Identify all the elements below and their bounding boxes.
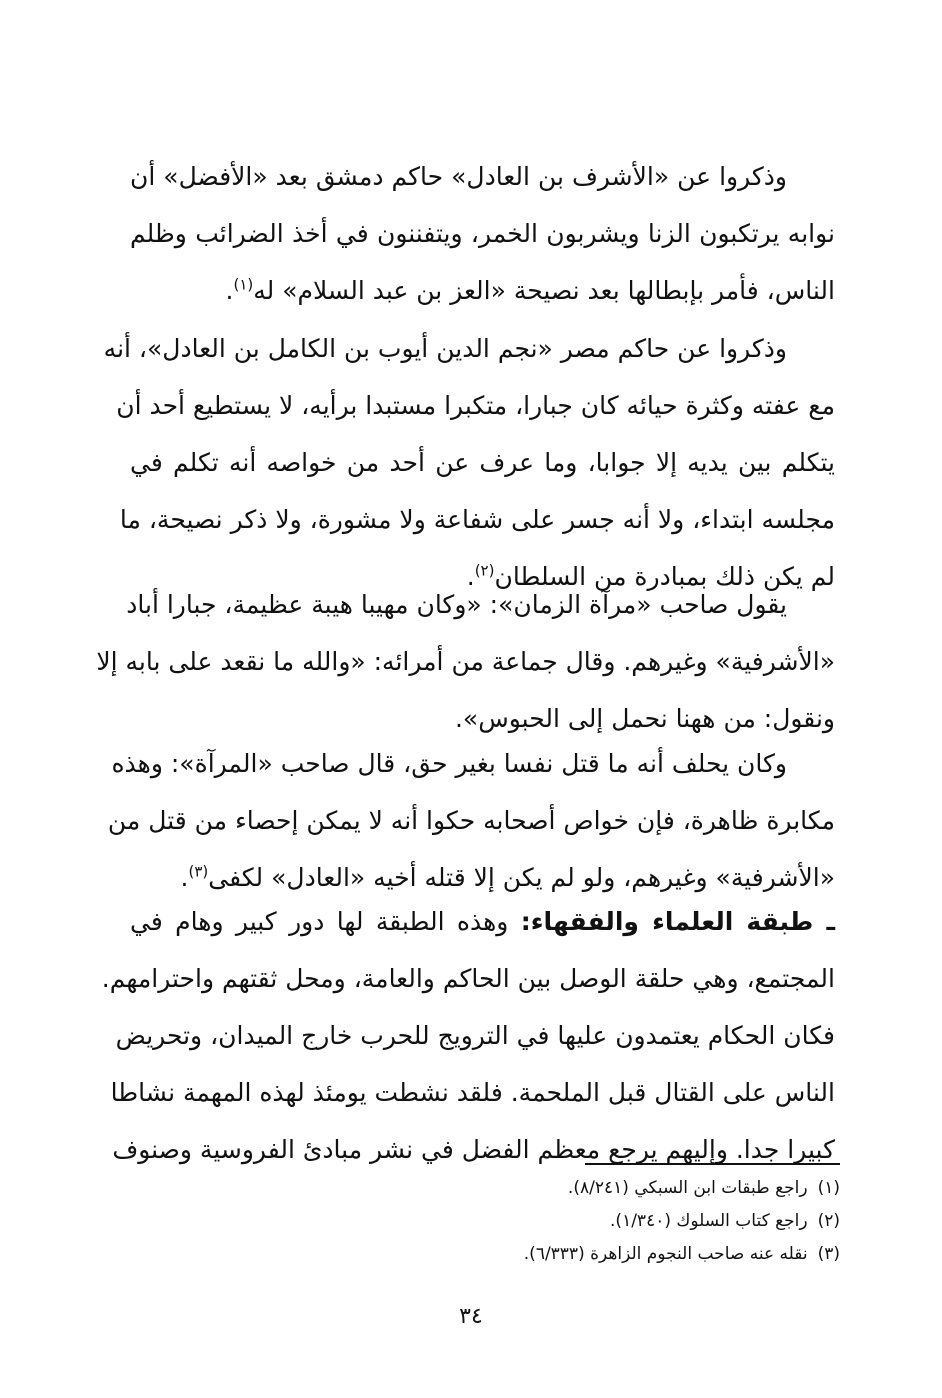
text-line-content: الناس، فأمر بإبطالها بعد نصيحة «العز بن عبد السلام» له — [253, 276, 835, 305]
footnote-text: نقله عنه صاحب النجوم الزاهرة (٦/٣٣٣). — [523, 1244, 808, 1264]
footnote-text: راجع طبقات ابن السبكي (٨/٢٤١). — [567, 1178, 808, 1198]
text-line: يتكلم بين يديه إلا جوابا، وما عرف عن أحد من خواصه أنه تكلم في — [130, 448, 835, 477]
section-heading: ـ طبقة العلماء والفقهاء: — [520, 907, 835, 936]
footnote-marker: (١) — [233, 275, 254, 294]
text-line — [130, 262, 835, 319]
text-line-content: لم يكن ذلك بمبادرة من السلطان — [494, 562, 835, 591]
footnote-item — [300, 1172, 840, 1205]
text-line: كبيرا جدا. وإليهم يرجع معظم الفضل في نشر مبادئ الفروسية وصنوف — [112, 1135, 835, 1164]
text-line: وكان يحلف أنه ما قتل نفسا بغير حق، قال صاحب «المرآة»: وهذه — [111, 749, 787, 778]
paragraph-scholars — [101, 893, 835, 1178]
text-line: المجتمع، وهي حلقة الوصل بين الحاكم والعامة، ومحل ثقتهم واحترامهم. — [101, 964, 835, 993]
footnote-number: (٣) — [817, 1244, 840, 1264]
sentence-end: . — [180, 863, 189, 892]
text-line-content: وهذه الطبقة لها دور كبير وهام في — [130, 907, 509, 936]
text-line: مكابرة ظاهرة، فإن خواص أصحابه حكوا أنه لا يمكن إحصاء من قتل من — [107, 806, 835, 835]
footnote-number: (٢) — [817, 1211, 840, 1231]
text-line: نوابه يرتكبون الزنا ويشربون الخمر، ويتفننون في أخذ الضرائب وظلم — [130, 219, 835, 248]
text-line: وذكروا عن «الأشرف بن العادل» حاكم دمشق بعد «الأفضل» أن — [130, 162, 787, 191]
footnote-separator — [585, 1163, 840, 1165]
footnote-marker: (٢) — [474, 561, 495, 580]
paragraph-ashraf — [130, 148, 835, 319]
text-line: وذكروا عن حاكم مصر «نجم الدين أيوب بن الكامل بن العادل»، أنه — [103, 334, 787, 363]
text-line: ونقول: من ههنا نحمل إلى الحبوس». — [454, 704, 835, 733]
paragraph-mirat-alzaman — [96, 576, 835, 747]
paragraph-oath — [107, 735, 835, 906]
text-line: «الأشرفية» وغيرهم. وقال جماعة من أمرائه: «والله ما نقعد على بابه إلا — [96, 647, 835, 676]
text-line-content: «الأشرفية» وغيرهم، ولو لم يكن إلا قتله أخيه «العادل» لكفى — [208, 863, 835, 892]
footnote-item — [300, 1205, 840, 1238]
footnote-text: راجع كتاب السلوك (١/٣٤٠). — [610, 1211, 808, 1231]
text-line: يقول صاحب «مرآة الزمان»: «وكان مهيبا هيبة عظيمة، جبارا أباد — [126, 590, 787, 619]
footnote-number: (١) — [817, 1178, 840, 1198]
text-line: فكان الحكام يعتمدون عليها في الترويج للحرب خارج الميدان، وتحريض — [115, 1021, 835, 1050]
footnote-item — [300, 1238, 840, 1271]
page-number: ٣٤ — [459, 1304, 483, 1329]
paragraph-najm-aldin — [103, 320, 835, 605]
sentence-end: . — [466, 562, 475, 591]
footnote-marker: (٣) — [188, 862, 209, 881]
footnotes — [300, 1172, 840, 1271]
text-line: الناس على القتال قبل الملحمة. فلقد نشطت يومئذ لهذه المهمة نشاطا — [110, 1078, 835, 1107]
text-line — [130, 893, 835, 950]
sentence-end: . — [225, 276, 234, 305]
text-line: مجلسه ابتداء، ولا أنه جسر على شفاعة ولا مشورة، ولا ذكر نصيحة، ما — [119, 505, 835, 534]
text-line: مع عفته وكثرة حيائه كان جبارا، متكبرا مستبدا برأيه، لا يستطيع أحد أن — [116, 391, 835, 420]
